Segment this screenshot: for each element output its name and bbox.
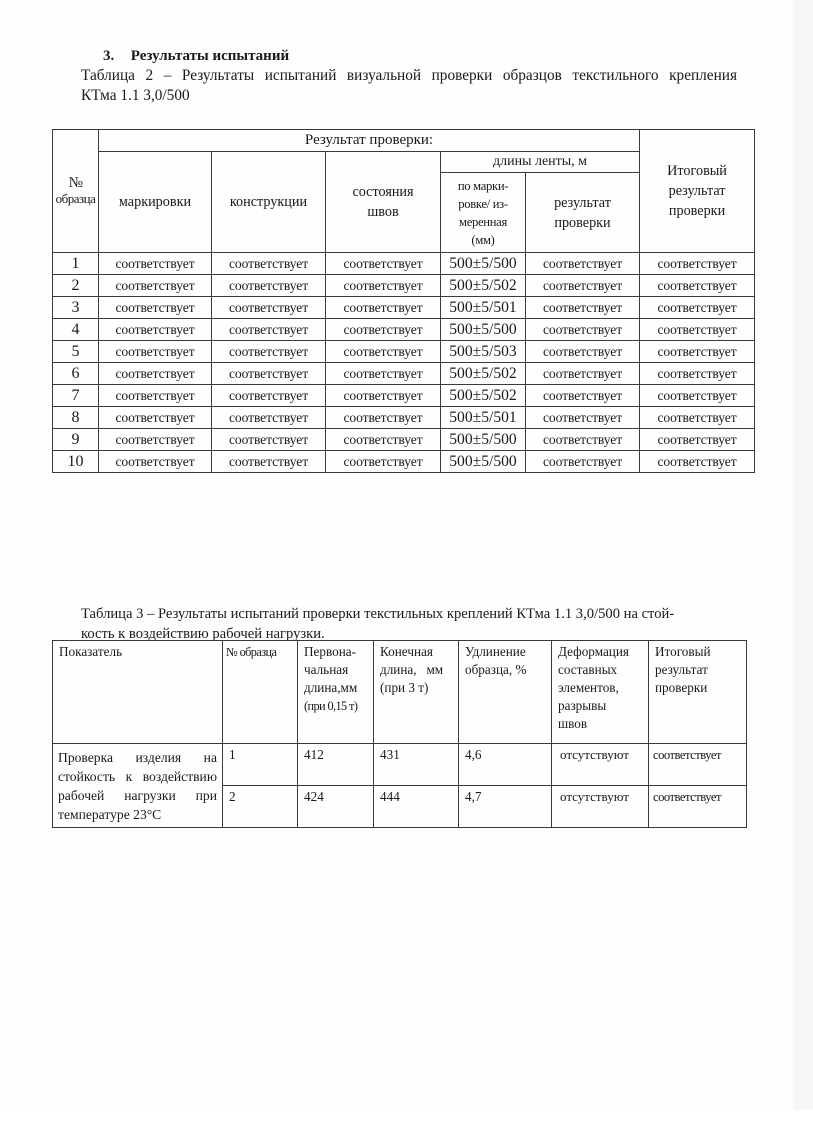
cell-sample-number: 1 (53, 253, 99, 275)
cell-length: 500±5/500 (441, 319, 526, 341)
cell-seams: соответствует (326, 341, 441, 363)
cell-indicator: Проверка изделия на стойкость к воздействию рабочей нагрузки при температуре 23°С (53, 744, 223, 828)
cell-final-result: соответствует (640, 385, 755, 407)
cell-sample-number: 3 (53, 297, 99, 319)
table-row (53, 451, 755, 473)
table2-visual-inspection (52, 129, 755, 473)
cell-sample-number: 2 (223, 786, 298, 828)
cell-seams: соответствует (326, 253, 441, 275)
cell-marking: соответствует (99, 407, 212, 429)
cell-initial-length: 424 (298, 786, 374, 828)
cell-construction: соответствует (212, 253, 326, 275)
cell-length-result: соответствует (526, 363, 640, 385)
cell-final-result: соответствует (640, 319, 755, 341)
header-construction: конструкции (212, 152, 326, 253)
cell-final-length: 444 (374, 786, 459, 828)
cell-length: 500±5/502 (441, 363, 526, 385)
cell-final-result: соответствует (640, 297, 755, 319)
cell-final-result: соответствует (640, 275, 755, 297)
table-row (53, 429, 755, 451)
cell-sample-number: 4 (53, 319, 99, 341)
cell-length-result: соответствует (526, 253, 640, 275)
cell-seams: соответствует (326, 429, 441, 451)
table3-load-resistance (52, 640, 747, 828)
table-row (53, 363, 755, 385)
cell-marking: соответствует (99, 319, 212, 341)
cell-length-result: соответствует (526, 407, 640, 429)
cell-length: 500±5/503 (441, 341, 526, 363)
table-row (53, 319, 755, 341)
cell-seams: соответствует (326, 319, 441, 341)
cell-construction: соответствует (212, 319, 326, 341)
cell-length-result: соответствует (526, 275, 640, 297)
cell-length: 500±5/500 (441, 451, 526, 473)
table-row (53, 385, 755, 407)
cell-construction: соответствует (212, 363, 326, 385)
header-sample-number: № образца (223, 641, 298, 744)
header-marking: маркировки (99, 152, 212, 253)
section-title: Результаты испытаний (130, 48, 290, 64)
cell-length: 500±5/502 (441, 385, 526, 407)
cell-length: 500±5/500 (441, 429, 526, 451)
cell-final-result: соответствует (649, 744, 747, 786)
cell-final-result: соответствует (640, 429, 755, 451)
cell-construction: соответствует (212, 297, 326, 319)
section-heading (103, 48, 289, 65)
cell-seams: соответствует (326, 297, 441, 319)
table3-caption-line2: кость к воздействию рабочей нагрузки. (81, 626, 325, 642)
cell-seams: соответствует (326, 363, 441, 385)
cell-length-result: соответствует (526, 429, 640, 451)
header-final-length: Конечная длина, мм (при 3 т) (374, 641, 459, 744)
page-edge-strip (793, 0, 813, 1110)
header-tape-length-group: длины ленты, м (441, 152, 640, 173)
cell-sample-number: 7 (53, 385, 99, 407)
cell-length-result: соответствует (526, 341, 640, 363)
cell-construction: соответствует (212, 341, 326, 363)
header-seams-state: состояния швов (326, 152, 441, 253)
cell-marking: соответствует (99, 385, 212, 407)
cell-sample-number: 2 (53, 275, 99, 297)
header-initial-length: Первона- чальная длина,мм (при 0,15 т) (298, 641, 374, 744)
cell-construction: соответствует (212, 385, 326, 407)
cell-marking: соответствует (99, 297, 212, 319)
cell-sample-number: 9 (53, 429, 99, 451)
header-final-result: Итоговый результат проверки (640, 130, 755, 253)
cell-construction: соответствует (212, 407, 326, 429)
cell-marking: соответствует (99, 363, 212, 385)
cell-length: 500±5/500 (441, 253, 526, 275)
cell-final-result: соответствует (640, 407, 755, 429)
cell-length: 500±5/501 (441, 297, 526, 319)
table-row (53, 407, 755, 429)
cell-deformation: отсутствуют (552, 744, 649, 786)
cell-final-result: соответствует (640, 451, 755, 473)
cell-seams: соответствует (326, 275, 441, 297)
cell-marking: соответствует (99, 275, 212, 297)
header-length-check-result: результат проверки (526, 173, 640, 253)
cell-sample-number: 6 (53, 363, 99, 385)
cell-final-result: соответствует (640, 341, 755, 363)
cell-construction: соответствует (212, 451, 326, 473)
cell-seams: соответствует (326, 407, 441, 429)
cell-final-result: соответствует (640, 253, 755, 275)
table3-caption (81, 604, 751, 644)
cell-length-result: соответствует (526, 451, 640, 473)
cell-construction: соответствует (212, 429, 326, 451)
cell-sample-number: 5 (53, 341, 99, 363)
cell-initial-length: 412 (298, 744, 374, 786)
cell-marking: соответствует (99, 341, 212, 363)
cell-elongation: 4,7 (459, 786, 552, 828)
header-final-result: Итоговый результат проверки (649, 641, 747, 744)
cell-marking: соответствует (99, 253, 212, 275)
header-elongation: Удлинение образца, % (459, 641, 552, 744)
header-check-result-group: Результат проверки: (99, 130, 640, 152)
cell-sample-number: 10 (53, 451, 99, 473)
table-row (53, 253, 755, 275)
section-number: 3. (103, 48, 115, 64)
table-row (53, 744, 747, 786)
table-row (53, 297, 755, 319)
table-row (53, 275, 755, 297)
cell-length-result: соответствует (526, 297, 640, 319)
cell-length-result: соответствует (526, 385, 640, 407)
table-row (53, 341, 755, 363)
header-sample-number: № образца (53, 130, 99, 253)
table2-caption (81, 66, 737, 106)
cell-length: 500±5/501 (441, 407, 526, 429)
cell-deformation: отсутствуют (552, 786, 649, 828)
cell-construction: соответствует (212, 275, 326, 297)
cell-length-result: соответствует (526, 319, 640, 341)
cell-seams: соответствует (326, 385, 441, 407)
table3-caption-line1: Таблица 3 – Результаты испытаний проверки текстильных креплений КТма 1.1 3,0/500 на стой- (81, 606, 675, 622)
table2-caption-line2: КТма 1.1 3,0/500 (81, 87, 190, 104)
header-deformation: Деформация составных элементов, разрывы швов (552, 641, 649, 744)
cell-marking: соответствует (99, 451, 212, 473)
cell-length: 500±5/502 (441, 275, 526, 297)
header-by-marking-measured: по марки- ровке/ из- меренная (мм) (441, 173, 526, 253)
cell-final-result: соответствует (649, 786, 747, 828)
cell-marking: соответствует (99, 429, 212, 451)
cell-elongation: 4,6 (459, 744, 552, 786)
table2-caption-line1: Таблица 2 – Результаты испытаний визуальной проверки образцов текстильного крепления (81, 67, 737, 84)
header-indicator: Показатель (53, 641, 223, 744)
cell-seams: соответствует (326, 451, 441, 473)
cell-final-length: 431 (374, 744, 459, 786)
cell-sample-number: 8 (53, 407, 99, 429)
cell-final-result: соответствует (640, 363, 755, 385)
cell-sample-number: 1 (223, 744, 298, 786)
